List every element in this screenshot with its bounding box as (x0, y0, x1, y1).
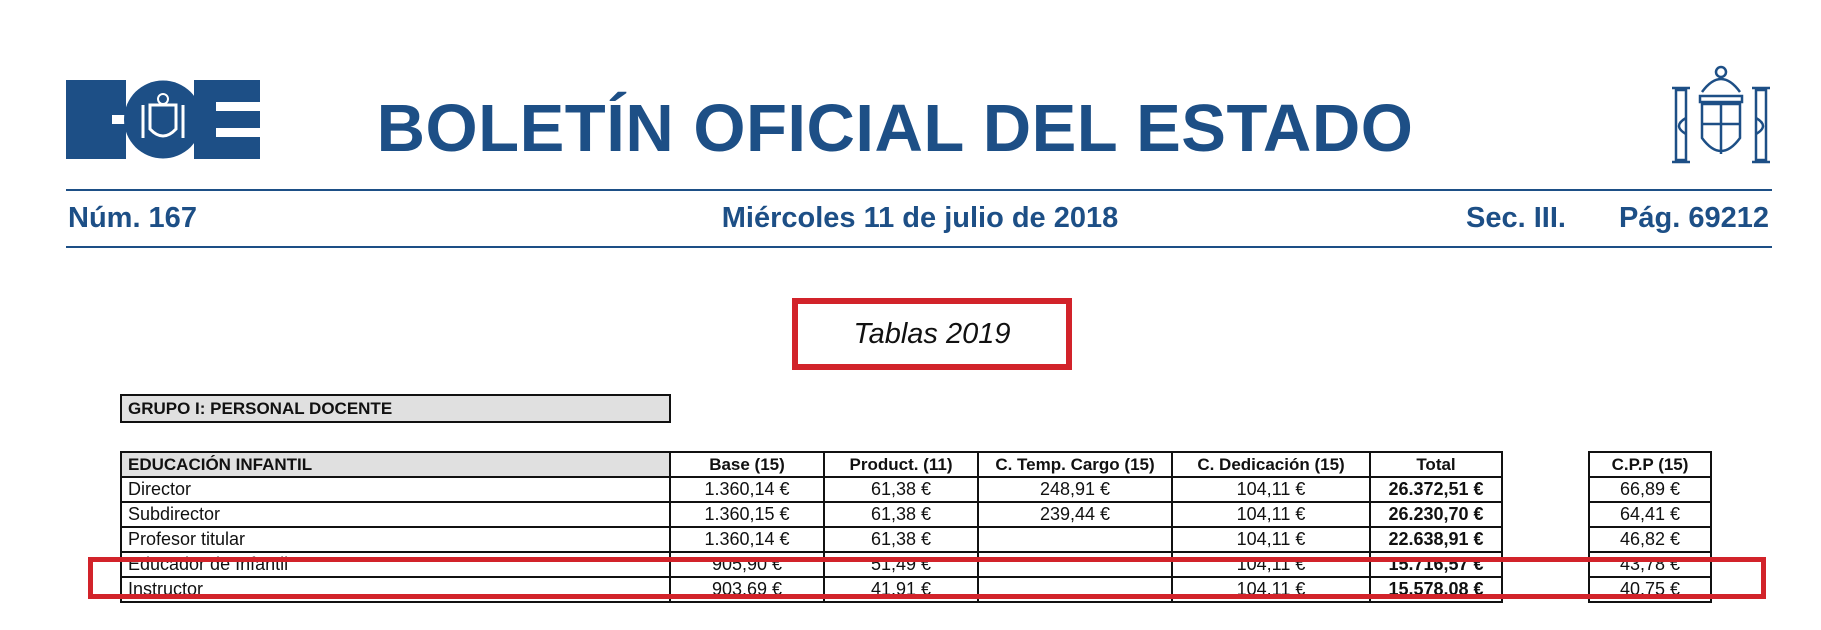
table-row (1589, 577, 1711, 602)
table-row (121, 577, 1502, 602)
table-cell: 61,38 € (824, 502, 978, 527)
group-label: GRUPO I: PERSONAL DOCENTE (120, 394, 671, 423)
section-label: Sec. III. (1466, 202, 1566, 234)
column-header: Base (15) (670, 452, 824, 477)
table-cell: Educador de Infantil (121, 552, 670, 577)
table-cell: 104,11 € (1172, 527, 1370, 552)
table-cell: 905,90 € (670, 552, 824, 577)
gazette-title: BOLETÍN OFICIAL DEL ESTADO (376, 91, 1414, 166)
table-cell: 41,91 € (824, 577, 978, 602)
header-bottom-rule (66, 246, 1772, 248)
table-row (1589, 477, 1711, 502)
table-cell: Subdirector (121, 502, 670, 527)
table-cell: Director (121, 477, 670, 502)
table-cell: 104,11 € (1172, 502, 1370, 527)
table-cell: Instructor (121, 577, 670, 602)
table-row (121, 502, 1502, 527)
header-top-rule (66, 189, 1772, 191)
table-cell: 51,49 € (824, 552, 978, 577)
table-cell: 26.230,70 € (1370, 502, 1502, 527)
table-header-row (1589, 452, 1711, 477)
table-cell: 61,38 € (824, 527, 978, 552)
table-cell (978, 577, 1172, 602)
table-cell: 104,11 € (1172, 552, 1370, 577)
table-cell: 15.578,08 € (1370, 577, 1502, 602)
page-number: Pág. 69212 (1619, 202, 1769, 234)
spain-coat-of-arms-icon (1670, 62, 1772, 170)
table-cell: 903,69 € (670, 577, 824, 602)
table-cell: 1.360,14 € (670, 527, 824, 552)
table-cell: 104,11 € (1172, 577, 1370, 602)
table-header-row (121, 452, 1502, 477)
column-header: Total (1370, 452, 1502, 477)
table-row (121, 477, 1502, 502)
table-cell: 15.716,57 € (1370, 552, 1502, 577)
tablas-annotation-box (792, 298, 1072, 370)
table-cell: 22.638,91 € (1370, 527, 1502, 552)
table-row-highlighted (121, 552, 1502, 577)
issue-date: Miércoles 11 de julio de 2018 (721, 202, 1119, 234)
table-row-highlighted (1589, 552, 1711, 577)
boe-logo (66, 80, 260, 159)
table-cell: 1.360,15 € (670, 502, 824, 527)
table-cell (978, 527, 1172, 552)
table-row (1589, 527, 1711, 552)
column-header: C.P.P (15) (1589, 452, 1711, 477)
table-cell: 248,91 € (978, 477, 1172, 502)
table-cell: 26.372,51 € (1370, 477, 1502, 502)
table-cell: 104,11 € (1172, 477, 1370, 502)
tablas-label: Tablas 2019 (853, 317, 1011, 350)
table-cell (978, 552, 1172, 577)
table-cell: Profesor titular (121, 527, 670, 552)
table-cell: 46,82 € (1589, 527, 1711, 552)
column-header: Product. (11) (824, 452, 978, 477)
table-cell: 66,89 € (1589, 477, 1711, 502)
table-cell: 64,41 € (1589, 502, 1711, 527)
table-row (1589, 502, 1711, 527)
table-cell: 239,44 € (978, 502, 1172, 527)
table-cell: 40,75 € (1589, 577, 1711, 602)
table-row (121, 527, 1502, 552)
column-header: EDUCACIÓN INFANTIL (121, 452, 670, 477)
cpp-table (1588, 451, 1712, 603)
column-header: C. Dedicación (15) (1172, 452, 1370, 477)
salary-table (120, 451, 1503, 603)
issue-number: Núm. 167 (68, 202, 197, 234)
table-cell: 43,78 € (1589, 552, 1711, 577)
table-cell: 61,38 € (824, 477, 978, 502)
column-header: C. Temp. Cargo (15) (978, 452, 1172, 477)
table-cell: 1.360,14 € (670, 477, 824, 502)
